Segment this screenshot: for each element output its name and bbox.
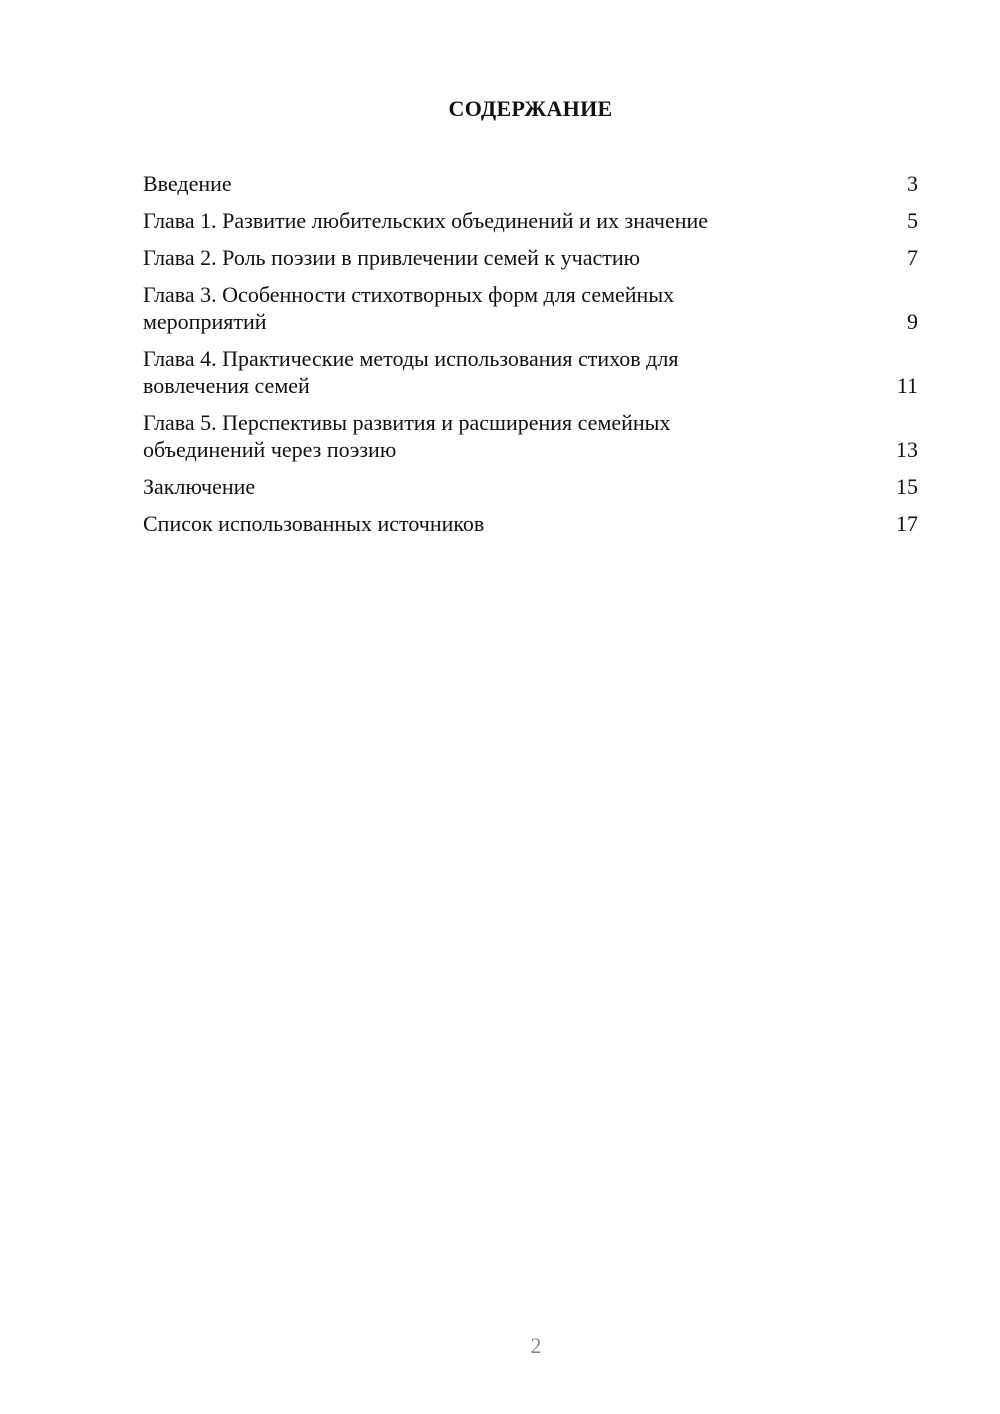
toc-entry-page-number: 15 (896, 474, 918, 499)
toc-entry-references (143, 510, 918, 537)
toc-entry-chapter-3 (143, 281, 918, 335)
toc-entry-title: Глава 5. Перспективы развития и расширения семейных объединений через поэзию (143, 410, 671, 462)
page-number: 2 (530, 1333, 542, 1358)
toc-entry-chapter-1 (143, 207, 918, 234)
toc-entry-title: Глава 4. Практические методы использования стихов для вовлечения семей (143, 346, 679, 398)
toc-entry-title: Глава 2. Роль поэзии в привлечении семей к участию (143, 245, 641, 270)
toc-entry-chapter-4 (143, 345, 918, 399)
toc-entry-chapter-5 (143, 409, 918, 463)
page-title: СОДЕРЖАНИЕ (448, 96, 613, 121)
toc-entry-conclusion (143, 473, 918, 500)
toc-entry-chapter-2 (143, 244, 918, 271)
toc-entry-title: Заключение (143, 474, 256, 499)
toc-entry-page-number: 13 (896, 437, 918, 462)
table-of-contents (143, 170, 918, 547)
toc-entry-introduction (143, 170, 918, 197)
toc-entry-title: Введение (143, 171, 232, 196)
toc-entry-page-number: 5 (907, 208, 918, 233)
toc-entry-page-number: 17 (896, 511, 918, 536)
toc-entry-page-number: 7 (907, 245, 918, 270)
toc-entry-title: Глава 1. Развитие любительских объединений и их значение (143, 208, 709, 233)
toc-entry-title: Список использованных источников (143, 511, 485, 536)
toc-entry-title: Глава 3. Особенности стихотворных форм для семейных мероприятий (143, 282, 675, 334)
toc-entry-page-number: 11 (896, 373, 918, 398)
toc-entry-page-number: 3 (907, 171, 918, 196)
toc-entry-page-number: 9 (907, 309, 918, 334)
